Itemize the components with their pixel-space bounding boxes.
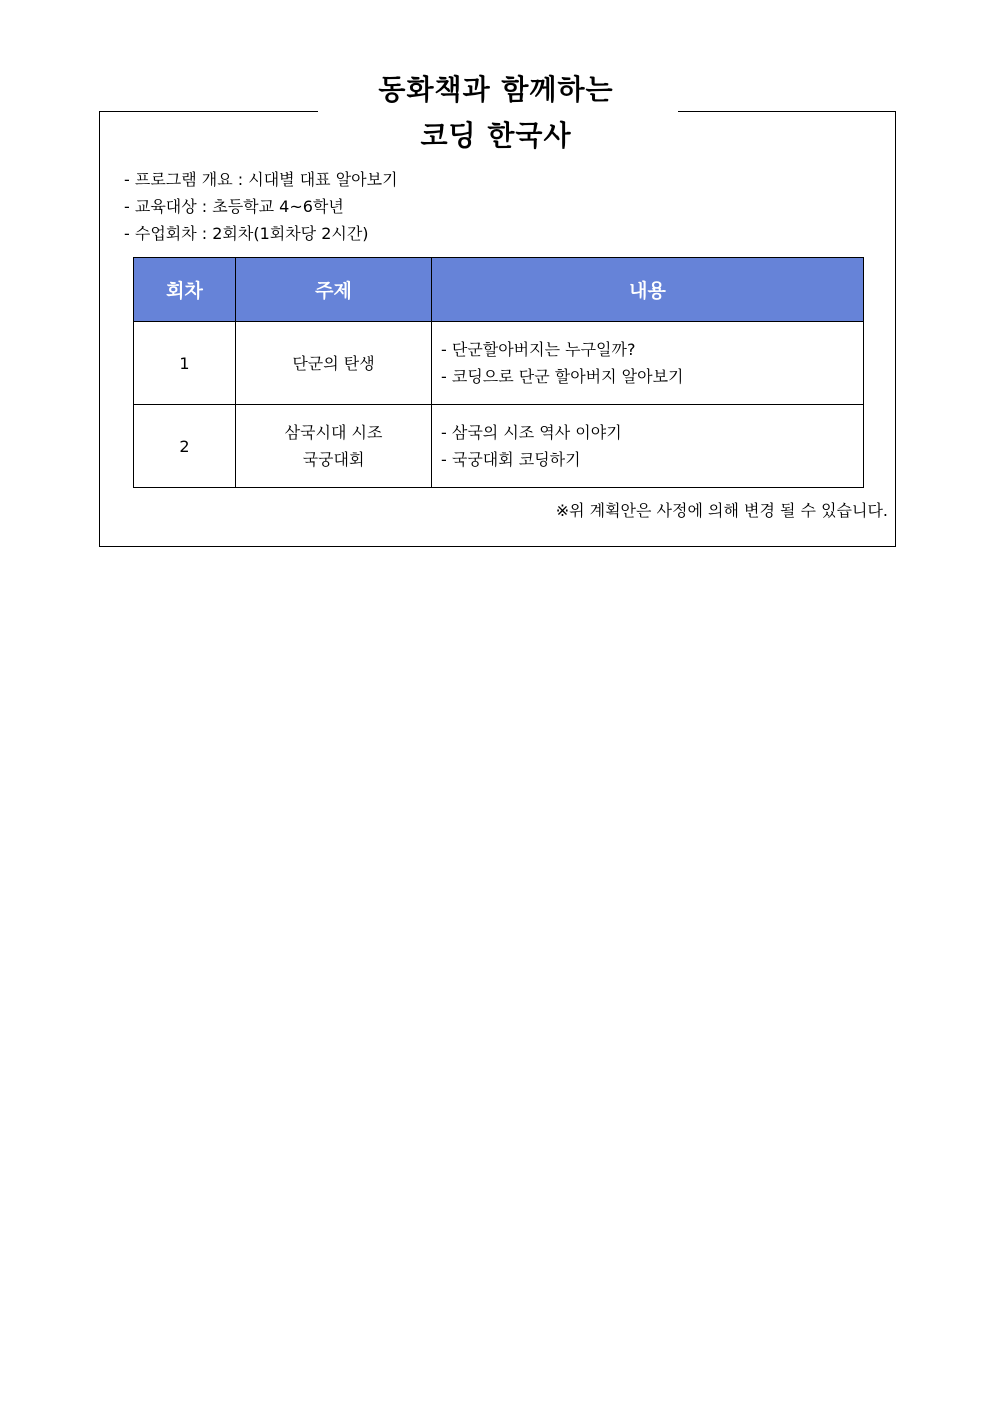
topic-line: 단군의 탄생 (292, 353, 375, 373)
info-overview: - 프로그램 개요 : 시대별 대표 알아보기 (124, 170, 398, 189)
topic-line: 삼국시대 시조 (284, 423, 383, 442)
program-info (124, 166, 398, 247)
session-topic (236, 322, 432, 405)
table-row (134, 322, 864, 405)
session-number: 2 (134, 405, 236, 488)
session-number: 1 (134, 322, 236, 405)
info-sessions: - 수업회차 : 2회차(1회차당 2시간) (124, 224, 369, 243)
info-target: - 교육대상 : 초등학교 4~6학년 (124, 197, 344, 216)
session-content (432, 322, 864, 405)
table-row (134, 405, 864, 488)
topic-line: 국궁대회 (302, 450, 365, 469)
schedule-table (133, 257, 864, 488)
page-title-line-1: 동화책과 함께하는 (378, 73, 614, 106)
table-header-row (134, 258, 864, 322)
header-session: 회차 (134, 258, 236, 322)
content-line: - 단군할아버지는 누구일까? (441, 340, 636, 359)
page-title-line-2: 코딩 한국사 (420, 119, 572, 152)
header-topic: 주제 (236, 258, 432, 322)
content-line: - 코딩으로 단군 할아버지 알아보기 (441, 367, 684, 386)
header-content: 내용 (432, 258, 864, 322)
session-topic (236, 405, 432, 488)
content-line: - 삼국의 시조 역사 이야기 (441, 423, 622, 442)
change-notice: ※위 계획안은 사정에 의해 변경 될 수 있습니다. (555, 501, 888, 520)
session-content (432, 405, 864, 488)
content-line: - 국궁대회 코딩하기 (441, 450, 581, 469)
